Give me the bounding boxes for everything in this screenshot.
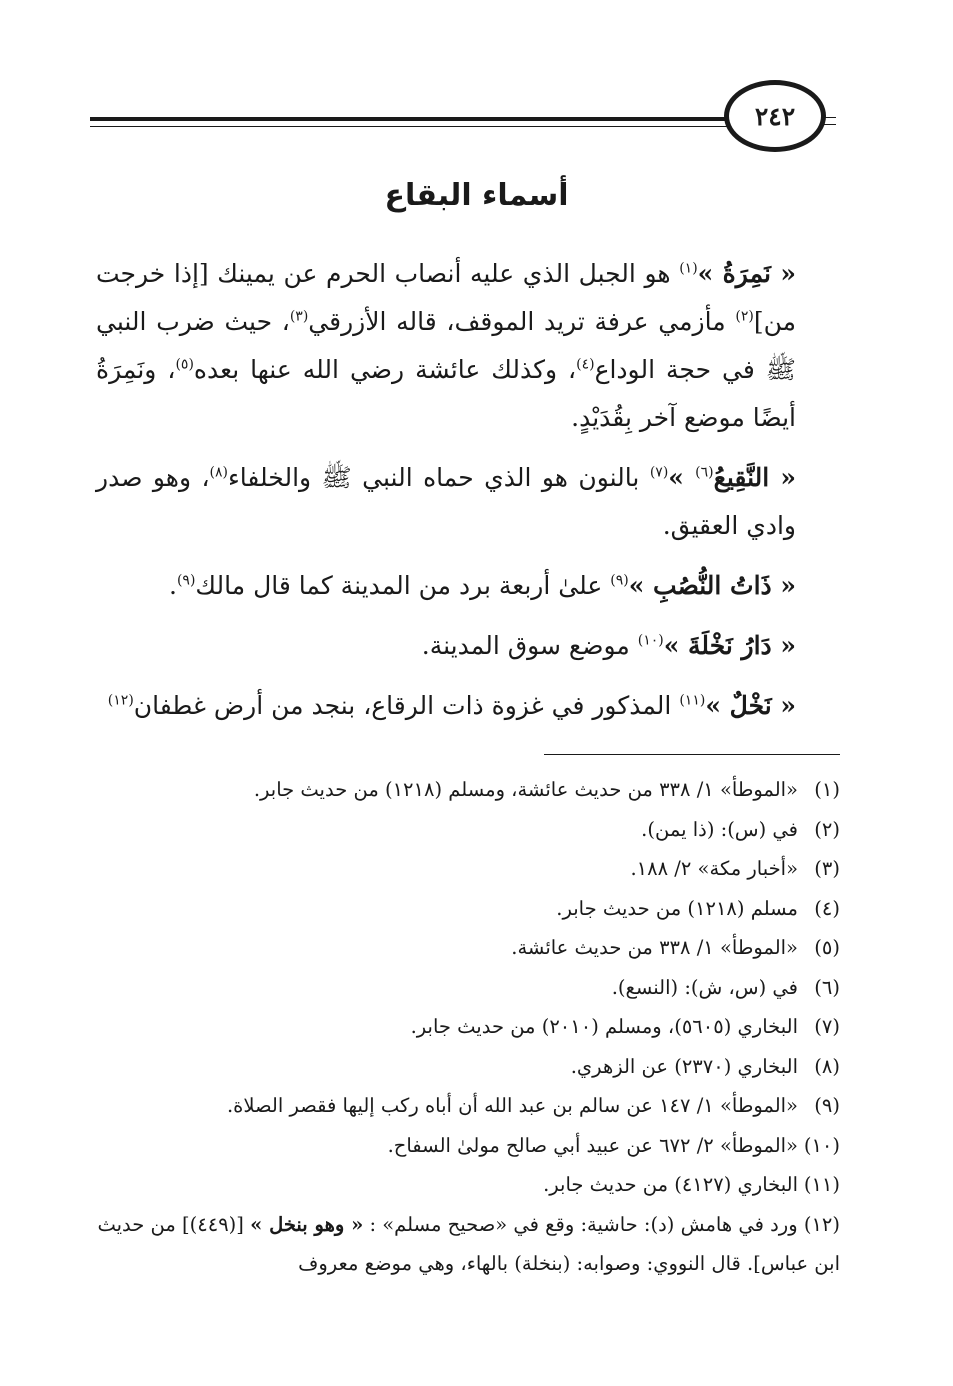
footnote-number: (٧) <box>814 1015 840 1038</box>
body-text <box>96 250 840 730</box>
footnote-ref: (٩) <box>176 572 196 589</box>
footnote <box>96 810 840 850</box>
paragraph-text: مأزمي عرفة تريد الموقف، قاله الأزرقي <box>308 307 736 336</box>
footnote <box>96 770 840 810</box>
footnote-number: (٣) <box>814 857 840 880</box>
footnote-separator <box>544 754 840 755</box>
footnote-text: مسلم (١٢١٨) من حديث جابر. <box>556 896 798 920</box>
footnote-ref: (٢) <box>735 308 754 325</box>
footnote-ref: (٦) <box>695 464 714 481</box>
footnote-ref: (٩) <box>610 572 629 589</box>
paragraph-text: ، وهو صدر وادي العقيق. <box>96 463 796 540</box>
footnote-ref: (١٢) <box>107 692 134 709</box>
footnote <box>96 1165 840 1205</box>
footnote <box>96 1205 840 1284</box>
term: « دَارُ نَخْلَةَ » <box>663 631 796 660</box>
footnote-ref: (٨) <box>209 464 229 481</box>
footnote-number: (٨) <box>814 1054 840 1078</box>
paragraph-text: موضع سوق المدينة. <box>421 631 638 660</box>
paragraph-namira <box>96 250 840 442</box>
footnote-number: (٦) <box>814 975 840 999</box>
footnote-number: (٤) <box>814 896 840 920</box>
footnote-ref: (٤) <box>576 356 595 373</box>
header-rule-bottom <box>90 126 730 127</box>
footnote <box>96 1047 840 1087</box>
footnote <box>96 928 840 968</box>
footnote-ref: (١١) <box>679 692 706 709</box>
footnote-text: البخاري (٤١٢٧) من حديث جابر. <box>543 1173 798 1196</box>
paragraph-naqi <box>96 454 840 550</box>
footnote-number: (١١) <box>803 1173 840 1196</box>
paragraph-text: علىٰ أربعة برد من المدينة كما قال مالك <box>195 571 611 600</box>
footnote-text: «أخبار مكة» ٢/ ١٨٨. <box>630 857 798 880</box>
footnote <box>96 849 840 889</box>
term: « نَمِرَةُ » <box>697 259 796 288</box>
footnote-ref: (١٠) <box>637 632 664 649</box>
footnote-ref: (٧) <box>649 464 669 481</box>
footnote-number: (١) <box>814 778 840 801</box>
term-close: » <box>668 463 696 492</box>
footnote-number: (١٠) <box>803 1133 840 1157</box>
header-rule-top <box>90 117 730 121</box>
footnote-ref: (١) <box>679 260 698 277</box>
paragraph-text: . <box>169 571 177 600</box>
paragraph-text: ، وكذلك عائشة رضي الله عنها بعده <box>193 355 577 384</box>
term: « ذَاتُ النُّصُبِ » <box>628 571 796 600</box>
term: « نَخْلٌ » <box>705 691 796 720</box>
page-title: أسماء البقاع <box>384 178 569 213</box>
paragraph-text: ، حيث ضرب النبي ﷺ في حجة الوداع <box>96 307 796 384</box>
footnote-text: البخاري (٢٣٧٠) عن الزهري. <box>570 1054 798 1078</box>
footnote-text: البخاري (٥٦٠٥)، ومسلم (٢٠١٠) من حديث جابر. <box>410 1015 798 1038</box>
footnote <box>96 1007 840 1047</box>
paragraph-text: ، ونَمِرَةُ أيضًا موضع آخر بِقُدَيْدٍ. <box>96 355 796 432</box>
footnote-ref: (٥) <box>175 356 194 373</box>
footnote <box>96 968 840 1008</box>
footnotes <box>96 770 840 1284</box>
footnote-text: في (س): (ذا يمن). <box>641 817 798 841</box>
footnote-number: (٥) <box>814 936 840 959</box>
footnote-text: «الموطأ» ١/ ١٤٧ عن سالم بن عبد الله أن أباه ركب إليها فقصر الصلاة. <box>226 1094 798 1117</box>
footnote-text: «الموطأ» ١/ ٣٣٨ من حديث عائشة، ومسلم (١٢١٨) من حديث جابر. <box>253 778 798 801</box>
footnote-text: «الموطأ» ١/ ٣٣٨ من حديث عائشة. <box>511 936 798 959</box>
footnote-text: «الموطأ» ٢/ ٦٧٢ عن عبيد أبي صالح مولىٰ السفاح. <box>387 1133 798 1157</box>
page-number: ٢٤٢ <box>724 80 826 152</box>
footnote-number: (٢) <box>814 817 840 841</box>
paragraph-dar-nakhla <box>96 622 840 670</box>
paragraph-nakhl <box>96 682 840 730</box>
footnote <box>96 889 840 929</box>
footnote-number: (١٢) <box>803 1212 840 1236</box>
footnote-text: ورد في هامش (د): حاشية: وقع في «صحيح مسلم» : <box>363 1212 798 1236</box>
footnote-text: [(٤٤٩)] من حديث ابن عباس]. قال النووي: وصوابه: (بنخلة) بالهاء، وهي موضع معروف <box>97 1212 840 1275</box>
footnote-ref: (٣) <box>289 308 309 325</box>
paragraph-dhat-al-nusub <box>96 562 840 610</box>
footnote <box>96 1126 840 1166</box>
term: « النَّقِيعُ <box>713 463 796 492</box>
paragraph-text: هو الجبل الذي عليه أنصاب الحرم عن يمينك [إذا خرجت من] <box>96 259 796 336</box>
footnote-number: (٩) <box>814 1094 840 1117</box>
paragraph-text: بالنون هو الذي حماه النبي ﷺ والخلفاء <box>228 463 650 492</box>
footnote-text: في (س، ش): (النسع). <box>611 975 798 999</box>
footnote-quote: « وهو بنخل » <box>250 1212 364 1236</box>
footnote <box>96 1086 840 1126</box>
paragraph-text: المذكور في غزوة ذات الرقاع، بنجد من أرض غطفان <box>133 691 680 720</box>
